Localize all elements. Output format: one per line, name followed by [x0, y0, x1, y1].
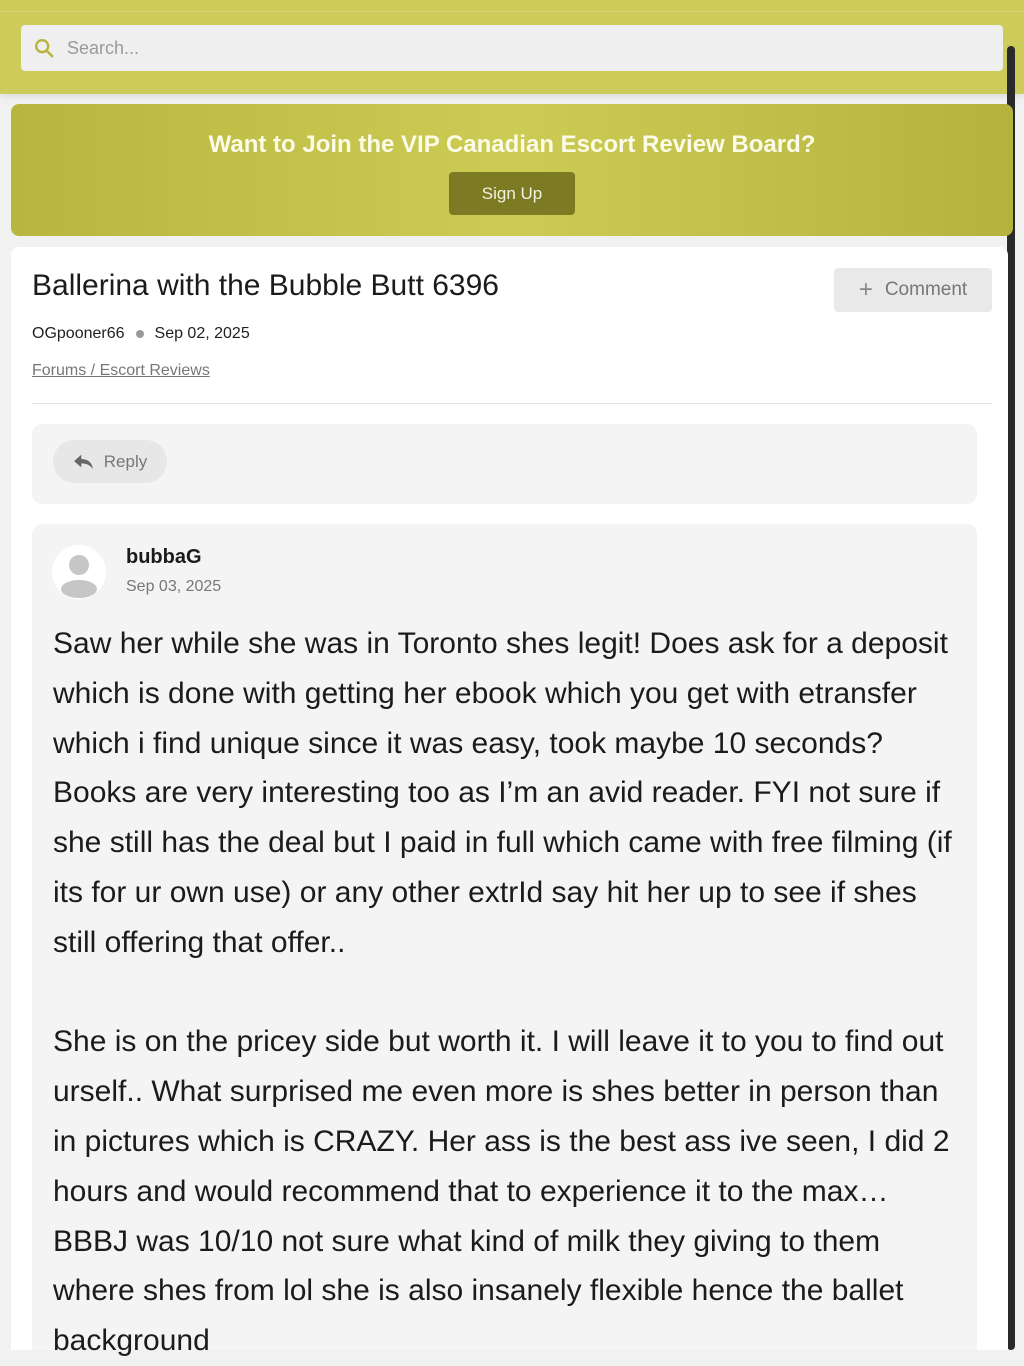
search-icon	[33, 37, 55, 59]
divider	[32, 403, 992, 404]
reply-panel	[32, 424, 977, 504]
header-top-strip	[0, 0, 1024, 12]
comment-body	[53, 619, 958, 1366]
reply-label: Reply	[103, 451, 148, 471]
comment-date: Sep 03, 2025	[126, 578, 222, 595]
search-bar[interactable]	[21, 25, 1003, 71]
vip-signup-banner	[11, 104, 1013, 236]
reply-button[interactable]	[53, 440, 167, 483]
paragraph-gap	[53, 968, 958, 1018]
post-card	[11, 247, 1008, 1358]
post-author[interactable]: OGpooner66	[32, 325, 125, 342]
sign-up-button[interactable]: Sign Up	[449, 172, 575, 215]
separator-dot-icon	[136, 330, 144, 338]
post-date: Sep 02, 2025	[154, 325, 250, 342]
page-scrollbar[interactable]	[1007, 46, 1015, 1350]
page-title: Ballerina with the Bubble Butt 6396	[32, 269, 499, 302]
add-comment-button[interactable]	[834, 268, 992, 312]
comment-paragraph: Saw her while she was in Toronto shes legit! Does ask for a deposit which is done with getting her ebook which you get with etransfer which i find unique since it was easy, took maybe 10 seconds? Books are very interesting too as I’m an avid reader. FYI not sure if she still has the deal but I paid in full which came with free filming (if its for ur own use) or any other extrId say hit her up to see if shes still offering that offer..	[53, 627, 952, 959]
comment-author[interactable]: bubbaG	[126, 546, 202, 568]
post-meta	[32, 325, 250, 343]
breadcrumb[interactable]: Forums / Escort Reviews	[32, 362, 210, 379]
search-input[interactable]	[67, 38, 967, 59]
user-avatar-icon[interactable]	[52, 545, 106, 599]
reply-arrow-icon	[73, 453, 95, 471]
comment-button-label: Comment	[884, 279, 968, 300]
top-header	[0, 0, 1024, 94]
comment-card	[32, 524, 977, 1358]
banner-title: Want to Join the VIP Canadian Escort Review Board?	[208, 131, 816, 158]
comment-paragraph: She is on the pricey side but worth it. I will leave it to you to find out urself.. What surprised me even more is shes better in person than in pictures which is CRAZY. Her ass is the best ass ive seen, I did 2 hours and would recommend that to experience it to the max… BBBJ was 10/10 not sure what kind of milk they giving to them where shes from lol she is also insanely flexible hence the ballet background	[53, 1025, 950, 1358]
plus-icon: +	[858, 276, 873, 303]
